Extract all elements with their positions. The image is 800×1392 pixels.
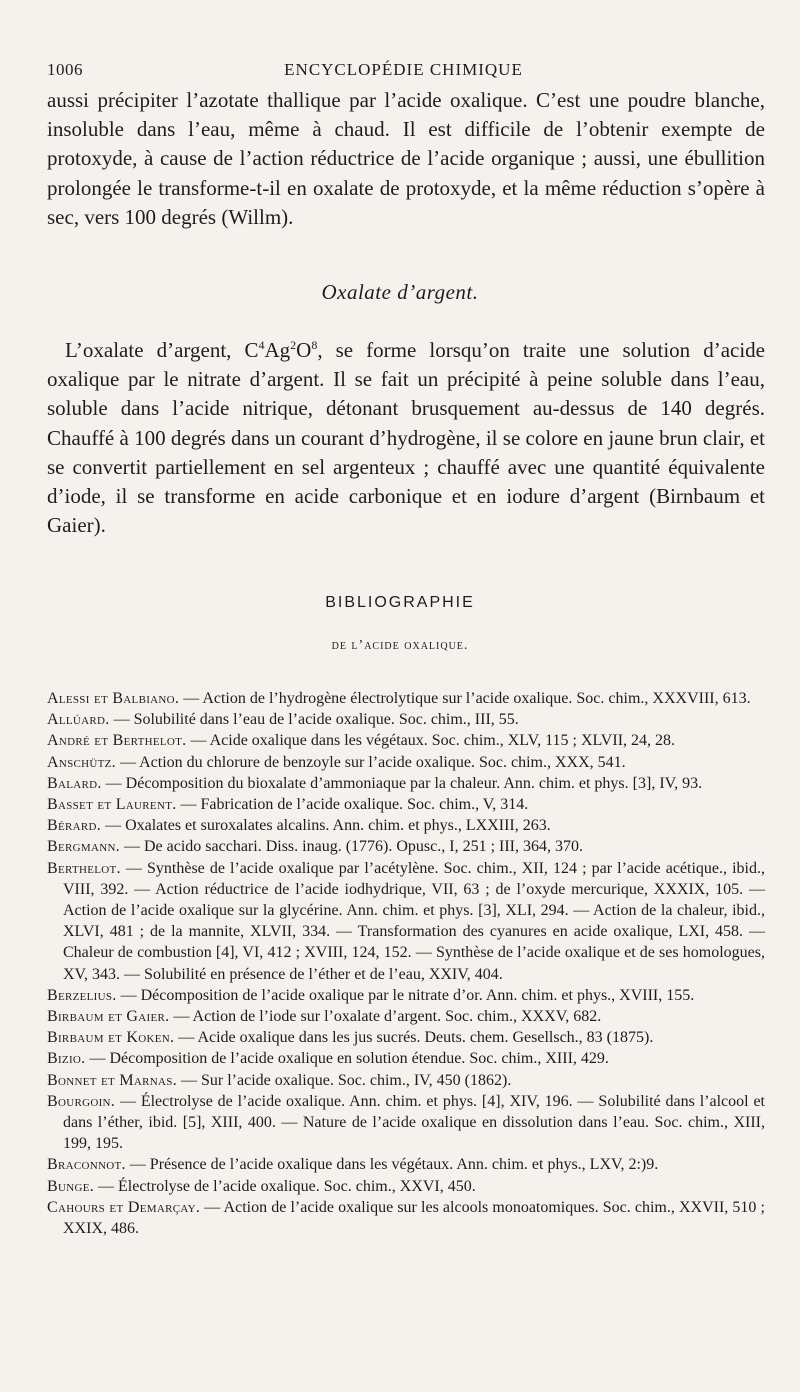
entry-authors: Bergmann. <box>47 838 120 856</box>
chemical-formula: $C^4Ag^2O^8$ <box>244 338 318 362</box>
bibliography-entry <box>47 773 765 794</box>
bibliography-entry <box>47 1027 765 1048</box>
oxalate-lead: L’oxalate d’argent, <box>65 338 245 362</box>
intro-text: aussi précipiter l’azotate thallique par l’acide oxalique. C’est une poudre blanche, insoluble dans l’eau, même à chaud. Il est difficile de l’obtenir exempte de protoxyde, à cause de l’action réductrice de l’acide organique ; aussi, une ébullition prolongée le transforme-t-il en oxalate de protoxyde, et la même réduction s’opère à sec, vers 100 degrés (Willm). <box>47 88 765 229</box>
entry-text: — Action de l’iode sur l’oxalate d’argent. Soc. chim., XXXV, 682. <box>169 1008 602 1026</box>
bibliography-entry <box>47 858 765 985</box>
entry-text: — Solubilité dans l’eau de l’acide oxalique. Soc. chim., III, 55. <box>109 711 519 729</box>
entry-text: — Décomposition du bioxalate d’ammoniaque par la chaleur. Ann. chim. et phys. [3], IV, 93. <box>101 774 703 792</box>
oxalate-paragraph <box>47 336 765 540</box>
entry-text: — Décomposition de l’acide oxalique par le nitrate d’or. Ann. chim. et phys., XVIII, 155. <box>116 986 695 1004</box>
bibliography-entry <box>47 1048 765 1069</box>
bibliography-entry <box>47 985 765 1006</box>
bibliography-heading: BIBLIOGRAPHIE <box>325 594 475 611</box>
entry-authors: Berthelot. <box>47 859 121 877</box>
bibliography-list <box>47 688 765 1239</box>
bibliography-entry <box>47 794 765 815</box>
entry-text: — Acide oxalique dans les végétaux. Soc. chim., XLV, 115 ; XLVII, 24, 28. <box>186 732 676 750</box>
entry-text: — Action du chlorure de benzoyle sur l’acide oxalique. Soc. chim., XXX, 541. <box>115 753 626 771</box>
intro-paragraph <box>47 86 765 232</box>
entry-text: — Décomposition de l’acide oxalique en solution étendue. Soc. chim., XIII, 429. <box>85 1050 609 1068</box>
oxalate-text <box>47 336 765 540</box>
entry-text: — Électrolyse de l’acide oxalique. Soc. chim., XXVI, 450. <box>94 1177 476 1195</box>
page-number: 1006 <box>47 60 83 79</box>
entry-authors: Bérard. <box>47 817 102 835</box>
entry-authors: Bonnet et Marnas. <box>47 1071 177 1089</box>
entry-authors: Anschütz. <box>47 753 116 771</box>
page-header <box>47 60 760 84</box>
entry-text: — Acide oxalique dans les jus sucrés. Deuts. chem. Gesellsch., 83 (1875). <box>174 1029 654 1047</box>
entry-authors: Birbaum et Gaier. <box>47 1008 170 1026</box>
entry-authors: Bizio. <box>47 1050 86 1068</box>
bibliography-entry <box>47 688 765 709</box>
bibliography-entry <box>47 1197 765 1239</box>
entry-text: — Sur l’acide oxalique. Soc. chim., IV, 450 (1862). <box>177 1071 512 1089</box>
bibliography-entry <box>47 730 765 751</box>
entry-authors: Alessi et Balbiano. <box>47 690 180 707</box>
bibliography-entry <box>47 836 765 857</box>
bibliography-entry <box>47 1006 765 1027</box>
entry-authors: Bunge. <box>47 1177 95 1195</box>
bibliography-subheading: de l’acide oxalique. <box>331 638 469 653</box>
entry-authors: Birbaum et Koken. <box>47 1029 175 1047</box>
entry-text: — Synthèse de l’acide oxalique par l’acétylène. Soc. chim., XII, 124 ; par l’acide acétique., ibid., VIII, 392. — Action réductrice de l’acide iodhydrique, VII, 63 ; de l’oxyde mercurique, XXXIX, 105. — Action de l’acide oxalique sur la glycérine. Ann. chim. et phys. [3], XLI, 294. — Action de la chaleur, ibid., XLVI, 481 ; de la mannite, XLVII, 334. — Transformation des cyanures en acide oxalique, LXI, 458. — Chaleur de combustion [4], VI, 412 ; XVIII, 124, 152. — Synthèse de l’acide oxalique et de ses homologues, XV, 343. — Solubilité en présence de l’éther et de l’eau, XXIV, 404. <box>63 859 765 983</box>
entry-authors: Balard. <box>47 774 102 792</box>
entry-authors: Berzelius. <box>47 986 117 1004</box>
oxalate-rest: , se forme lorsqu’on traite une solution d’acide oxalique par le nitrate d’argent. Il se fait un précipité à peine soluble dans l’eau, soluble dans l’acide nitrique, détonant brusquement au-dessus de 140 degrés. Chauffé à 100 degrés dans un courant d’hydrogène, il se colore en jaune brun clair, et se convertit partiellement en sel argenteux ; chauffé avec une quantité équivalente d’iode, il se transforme en acide carbonique et en iodure d’argent (Birnbaum et Gaier). <box>47 338 765 538</box>
entry-text: — De acido sacchari. Diss. inaug. (1776). Opusc., I, 251 ; III, 364, 370. <box>119 838 583 856</box>
running-title: ENCYCLOPÉDIE CHIMIQUE <box>284 60 523 79</box>
entry-authors: Basset et Laurent. <box>47 796 177 814</box>
entry-text: — Action de l’acide oxalique sur les alcools monoatomiques. Soc. chim., XXVII, 510 ; XXIX, 486. <box>63 1198 766 1238</box>
bibliography-entry <box>47 1091 765 1155</box>
entry-text: — Action de l’hydrogène électrolytique sur l’acide oxalique. Soc. chim., XXXVIII, 613. <box>179 690 751 707</box>
section-title: Oxalate d’argent. <box>321 280 479 304</box>
bibliography-entry <box>47 1176 765 1197</box>
entry-text: — Électrolyse de l’acide oxalique. Ann. chim. et phys. [4], XIV, 196. — Solubilité dans l’alcool et dans l’éther, ibid. [5], XIII, 400. — Nature de l’acide oxalique en dissolution dans l’eau. Soc. chim., XIII, 199, 195. <box>63 1092 765 1153</box>
entry-text: — Présence de l’acide oxalique dans les végétaux. Ann. chim. et phys., LXV, 2:)9. <box>125 1156 659 1174</box>
bibliography-entry <box>47 815 765 836</box>
bibliography-entry <box>47 1070 765 1091</box>
entry-authors: André et Berthelot. <box>47 732 187 750</box>
entry-text: — Oxalates et suroxalates alcalins. Ann. chim. et phys., LXXIII, 263. <box>101 817 551 835</box>
entry-text: — Fabrication de l’acide oxalique. Soc. chim., V, 314. <box>176 796 529 814</box>
bibliography-entry <box>47 709 765 730</box>
entry-authors: Cahours et Demarçay. <box>47 1198 201 1216</box>
entry-authors: Allúard. <box>47 711 110 729</box>
bibliography-entry <box>47 752 765 773</box>
bibliography-entry <box>47 1154 765 1175</box>
entry-authors: Braconnot. <box>47 1156 126 1174</box>
entry-authors: Bourgoin. <box>47 1092 116 1110</box>
